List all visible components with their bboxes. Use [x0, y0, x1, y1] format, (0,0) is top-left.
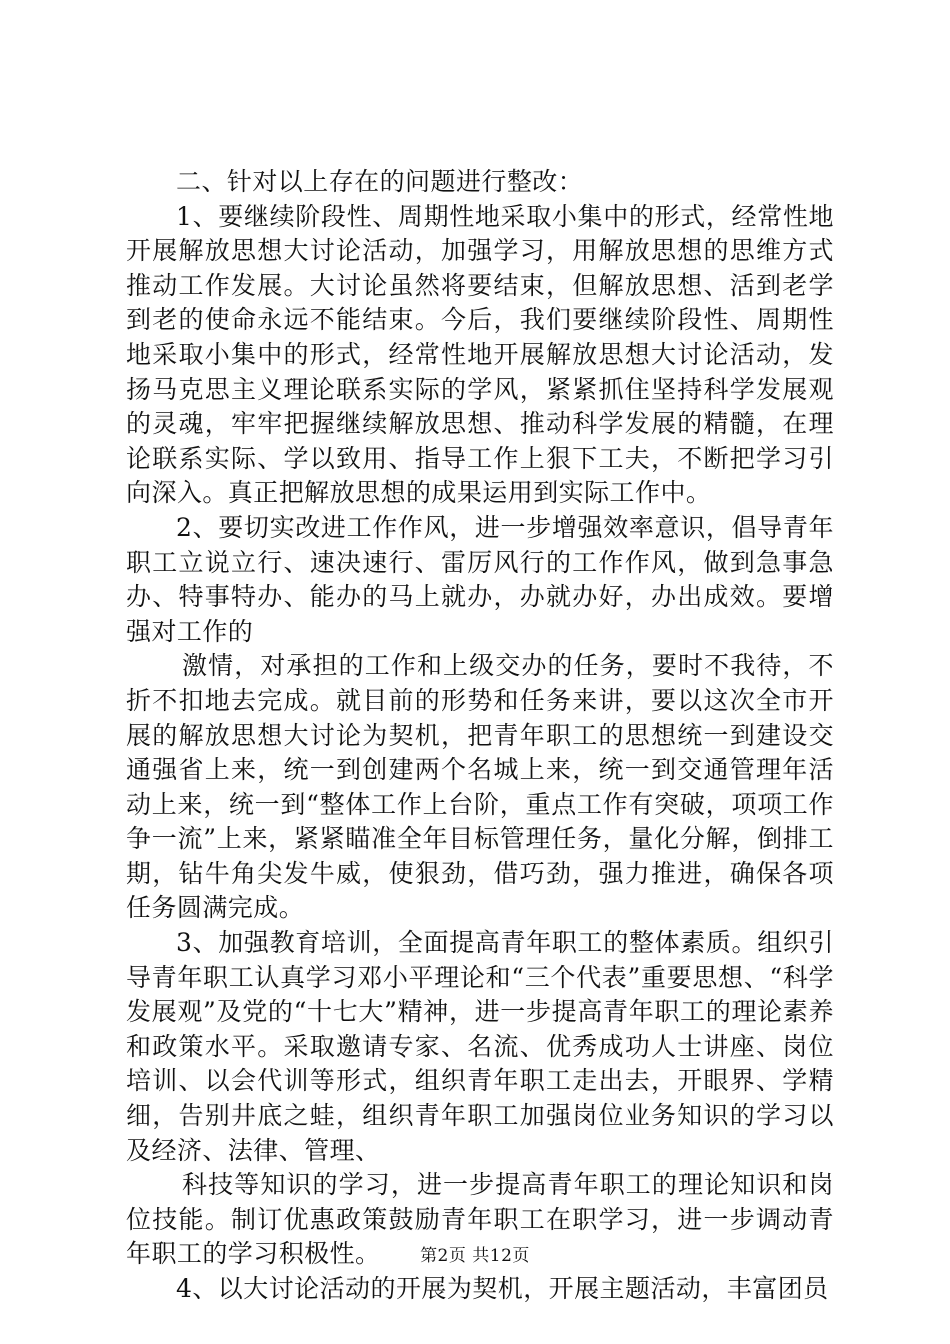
- page-number-footer: 第2页 共12页: [420, 1246, 530, 1266]
- paragraph-item-4: 4、以大讨论活动的开展为契机，开展主题活动，丰富团员: [176, 1274, 829, 1303]
- paragraph-item-2: 2、要切实改进工作作风，进一步增强效率意识，倡导青年职工立说立行、速决速行、雷厉风行的工作作风，做到急事急办、特事特办、能办的马上就办，办就办好，办出成效。要增强对工作的: [126, 512, 834, 646]
- paragraph-item-2-continued: 激情，对承担的工作和上级交办的任务，要时不我待，不折不扣地去完成。就目前的形势和任务来讲，要以这次全市开展的解放思想大讨论为契机，把青年职工的思想统一到建设交通强省上来，统一到创建两个名城上来，统一到交通管理年活动上来，统一到“整体工作上台阶，重点工作有突破，项项工作争一流”上来，紧紧瞄准全年目标管理任务，量化分解，倒排工期，钻牛角尖发牛威，使狠劲，借巧劲，强力推进，确保各项任务圆满完成。: [126, 651, 834, 923]
- paragraph-item-3: 3、加强教育培训，全面提高青年职工的整体素质。组织引导青年职工认真学习邓小平理论和“三个代表”重要思想、“科学发展观”及党的“十七大”精神，进一步提高青年职工的理论素养和政策水平。采取邀请专家、名流、优秀成功人士讲座、岗位培训、以会代训等形式，组织青年职工走出去，开眼界、学精细，告别井底之蛙，组织青年职工加强岗位业务知识的学习以及经济、法律、管理、: [126, 928, 834, 1165]
- section-heading: 二、针对以上存在的问题进行整改：: [176, 167, 584, 196]
- paragraph-item-3-continued: 科技等知识的学习，进一步提高青年职工的理论知识和岗位技能。制订优惠政策鼓励青年职工在职学习，进一步调动青年职工的学习积极性。: [126, 1170, 834, 1269]
- paragraph-item-1: 1、要继续阶段性、周期性地采取小集中的形式，经常性地开展解放思想大讨论活动，加强学习，用解放思想的思维方式推动工作发展。大讨论虽然将要结束，但解放思想、活到老学到老的使命永远不能结束。今后，我们要继续阶段性、周期性地采取小集中的形式，经常性地开展解放思想大讨论活动，发扬马克思主义理论联系实际的学风，紧紧抓住坚持科学发展观的灵魂，牢牢把握继续解放思想、推动科学发展的精髓，在理论联系实际、学以致用、指导工作上狠下工夫，不断把学习引向深入。真正把解放思想的成果运用到实际工作中。: [126, 201, 834, 508]
- document-body: [126, 165, 834, 1307]
